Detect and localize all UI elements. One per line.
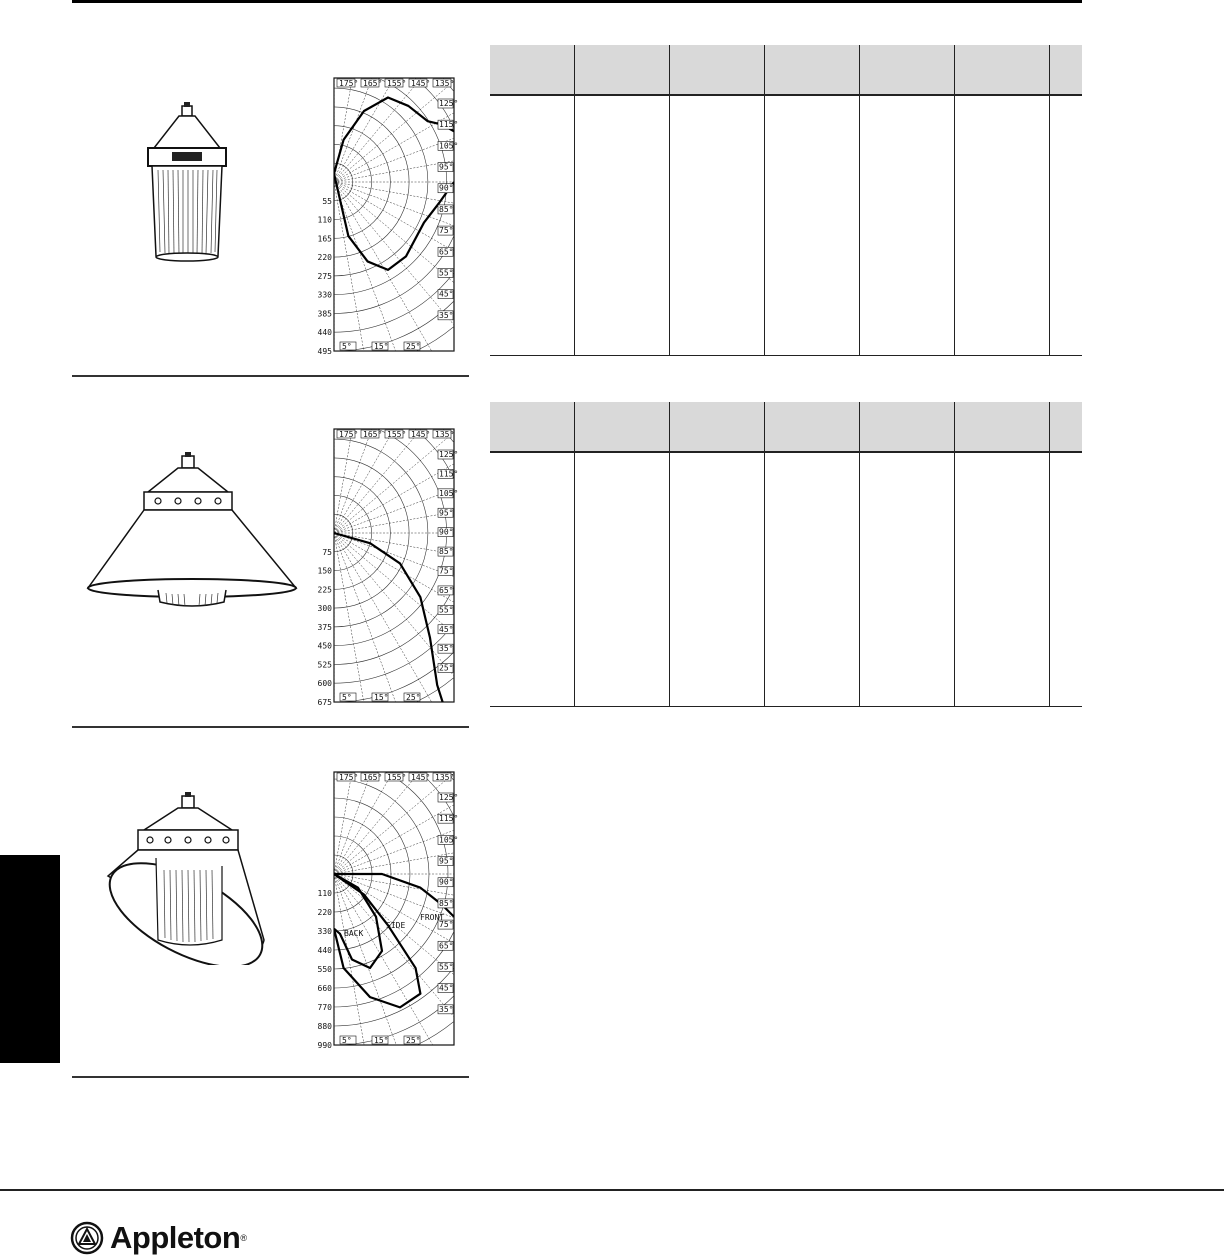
column-divider (669, 402, 670, 707)
angle-label: 25° (406, 1036, 421, 1045)
angle-label: 75° (439, 226, 454, 236)
angle-label: 165° (363, 79, 383, 88)
scale-label: 150 (317, 566, 332, 576)
column-divider (1049, 45, 1050, 356)
angle-label: 105° (439, 488, 459, 498)
angle-label: 145° (411, 79, 431, 88)
scale-label: 225 (317, 585, 332, 595)
row-divider-3 (72, 1076, 469, 1078)
angle-label: 175° (339, 79, 359, 88)
curve-label: FRONT (420, 913, 445, 922)
angle-label: 35° (439, 644, 454, 654)
angle-label: 15° (374, 1036, 389, 1045)
scale-label: 880 (317, 1022, 332, 1031)
angle-label: 5° (342, 693, 352, 702)
scale-label: 440 (317, 946, 332, 955)
angle-label: 85° (439, 547, 454, 557)
column-divider (954, 45, 955, 356)
footer-rule (0, 1189, 1224, 1191)
angle-label: 55° (439, 605, 454, 615)
column-divider (859, 402, 860, 707)
scale-label: 220 (317, 908, 332, 917)
angle-label: 55° (439, 268, 454, 278)
scale-label: 675 (317, 698, 332, 706)
angle-label: 155° (387, 79, 407, 88)
top-rule (72, 0, 1082, 3)
angle-label: 65° (439, 247, 454, 257)
scale-label: 110 (317, 889, 332, 898)
curve-label: BACK (344, 929, 364, 938)
photometric-chart-1 (300, 72, 460, 355)
angle-label: 155° (387, 773, 407, 782)
angle-label: 15° (374, 342, 389, 351)
scale-label: 550 (317, 965, 332, 974)
scale-label: 330 (317, 290, 332, 300)
angle-label: 165° (363, 430, 383, 439)
scale-label: 770 (317, 1003, 332, 1012)
angle-label: 95° (439, 162, 454, 172)
angle-label: 135° (435, 773, 455, 782)
scale-label: 600 (317, 679, 332, 689)
angle-label: 165° (363, 773, 383, 782)
angle-label: 5° (342, 1036, 352, 1045)
column-divider (764, 402, 765, 707)
registered-mark: ® (240, 1233, 247, 1243)
scale-label: 330 (317, 927, 332, 936)
angle-label: 90° (439, 183, 454, 193)
table-header (490, 45, 1082, 96)
spec-table-2 (490, 402, 1082, 708)
fixture-illustration-2 (72, 450, 312, 610)
column-divider (859, 45, 860, 356)
angle-label: 95° (439, 508, 454, 518)
photometric-chart-3 (300, 766, 460, 1049)
column-divider (574, 45, 575, 356)
angle-label: 45° (439, 624, 454, 634)
angle-label: 115° (439, 120, 459, 130)
angle-label: 35° (439, 1004, 454, 1014)
angle-label: 105° (439, 141, 459, 151)
angle-label: 125° (439, 793, 459, 802)
column-divider (574, 402, 575, 707)
angle-label: 75° (439, 920, 454, 930)
fixture-illustration-1 (72, 100, 312, 270)
angle-label: 95° (439, 856, 454, 866)
angle-label: 65° (439, 941, 454, 951)
scale-label: 275 (317, 271, 332, 281)
angle-label: 35° (439, 310, 454, 320)
scale-label: 990 (317, 1041, 332, 1049)
angle-label: 25° (406, 693, 421, 702)
brand-logo (70, 1218, 247, 1258)
angle-label: 105° (439, 835, 459, 845)
spec-table-1 (490, 45, 1082, 357)
angle-label: 85° (439, 898, 454, 908)
scale-label: 55 (322, 196, 332, 206)
table-bottom-rule (490, 706, 1082, 707)
column-divider (669, 45, 670, 356)
angle-label: 125° (439, 450, 459, 459)
scale-label: 450 (317, 641, 332, 651)
angle-label: 145° (411, 773, 431, 782)
column-divider (1049, 402, 1050, 707)
curve-label: SIDE (386, 921, 406, 930)
table-header (490, 402, 1082, 453)
angle-label: 55° (439, 962, 454, 972)
appleton-logo-icon (70, 1221, 104, 1255)
brand-name: Appleton (110, 1220, 241, 1255)
angle-label: 90° (439, 527, 454, 537)
angle-label: 65° (439, 585, 454, 595)
column-divider (764, 45, 765, 356)
scale-label: 220 (317, 253, 332, 263)
angle-label: 15° (374, 693, 389, 702)
angle-label: 25° (439, 663, 454, 673)
scale-label: 300 (317, 604, 332, 614)
angle-label: 85° (439, 204, 454, 214)
scale-label: 385 (317, 309, 332, 319)
angle-label: 115° (439, 814, 459, 824)
angle-label: 90° (439, 877, 454, 887)
photometric-chart-2 (300, 423, 460, 706)
angle-label: 155° (387, 430, 407, 439)
scale-label: 110 (317, 215, 332, 225)
angle-label: 145° (411, 430, 431, 439)
angle-label: 75° (439, 566, 454, 576)
angle-label: 175° (339, 430, 359, 439)
angle-label: 175° (339, 773, 359, 782)
fixture-illustration-3 (72, 790, 312, 965)
angle-label: 45° (439, 983, 454, 993)
column-divider (954, 402, 955, 707)
scale-label: 495 (317, 347, 332, 355)
row-divider-1 (72, 375, 469, 377)
angle-label: 45° (439, 289, 454, 299)
row-divider-2 (72, 726, 469, 728)
angle-label: 115° (439, 469, 459, 479)
scale-label: 660 (317, 984, 332, 993)
table-bottom-rule (490, 355, 1082, 356)
angle-label: 25° (406, 342, 421, 351)
scale-label: 165 (317, 234, 332, 244)
scale-label: 525 (317, 660, 332, 670)
section-tab (0, 855, 60, 1063)
scale-label: 375 (317, 622, 332, 632)
scale-label: 75 (322, 547, 332, 557)
angle-label: 135° (435, 430, 455, 439)
angle-label: 5° (342, 342, 352, 351)
angle-label: 135° (435, 79, 455, 88)
scale-label: 440 (317, 328, 332, 338)
angle-label: 125° (439, 99, 459, 108)
